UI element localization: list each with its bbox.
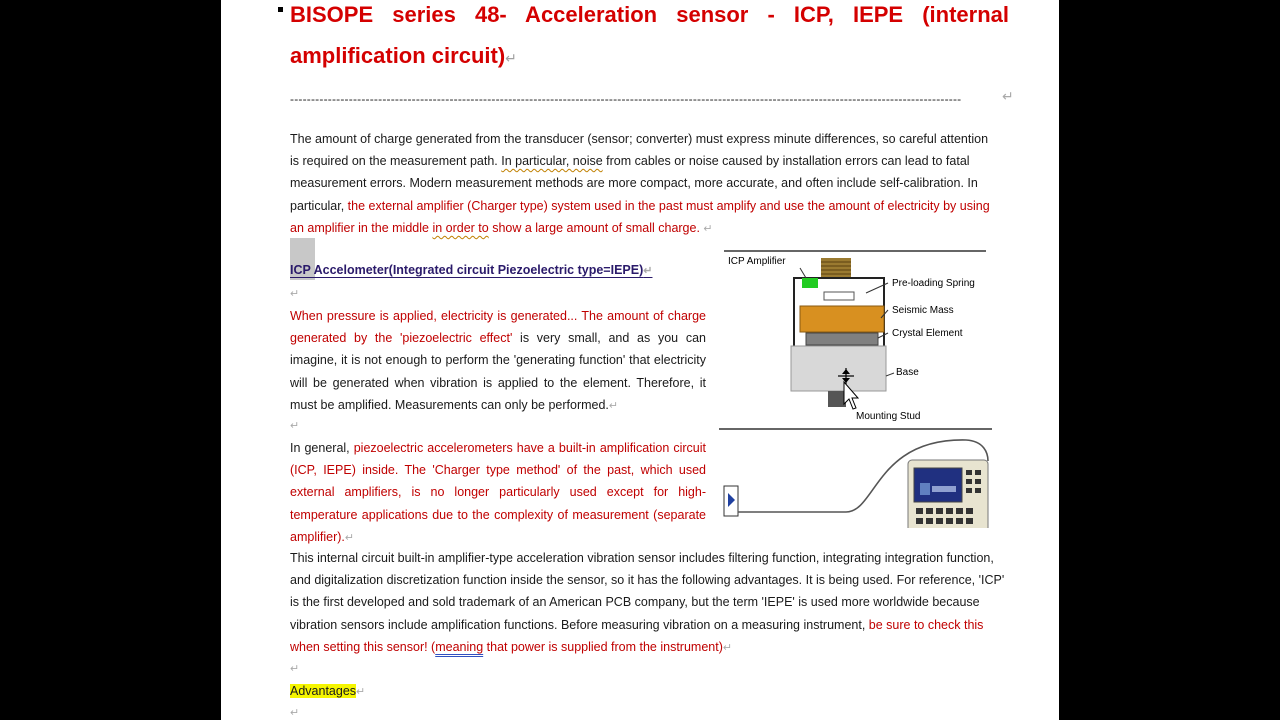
piezo-paragraph: When pressure is applied, electricity is generated... The amount of charge generated by the 'piezoelectric effect' is very small, and as you can imagine, it is not enough to perform the 'generating function' that electricity will be generated when vibration is applied to the element. Therefore, it must be amplified. Measurements can only be performed.↵ — [290, 309, 706, 412]
paragraph-mark: ↵ — [290, 663, 300, 675]
label-crystal-element: Crystal Element — [892, 328, 963, 339]
icp-amplifier-block — [802, 278, 818, 288]
label-seismic-mass: Seismic Mass — [892, 305, 954, 316]
paragraph-mark: ↵ — [290, 420, 300, 432]
paragraph-mark: ↵ — [290, 707, 300, 719]
preloading-spring — [824, 292, 854, 300]
document-page — [221, 0, 1059, 720]
section-heading: ICP Accelometer(Integrated circuit Piezoelectric type=IEPE)↵ — [290, 263, 653, 277]
title-bullet — [278, 7, 283, 12]
crystal-element — [806, 333, 878, 345]
label-preloading-spring: Pre-loading Spring — [892, 278, 975, 289]
paragraph-mark: ↵ — [290, 288, 300, 300]
separator-line: ---------------------------------------------------------------------------------------------------------------------------------------------------------------- — [290, 92, 962, 106]
label-icp-amplifier: ICP Amplifier — [728, 256, 786, 267]
document-title: BISOPE series 48- Acceleration sensor - ICP, IEPE (internal amplification circuit)↵ — [290, 2, 1009, 68]
intro-paragraph: The amount of charge generated from the transducer (sensor; converter) must express minute differences, so careful attention is required on the measurement path. In particular, noise from cables or noise caused by installation errors can lead to fatal measurement errors. Modern measurement methods are more compact, more accurate, and often include self-calibration. In particular, the external amplifier (Charger type) system used in the past must amplify and use the amount of electricity by using an amplifier in the middle in order to show a large amount of small charge. ↵ — [290, 132, 990, 235]
accelerometer-figure — [716, 248, 1006, 528]
connector-top — [821, 258, 851, 280]
mounting-stud — [828, 391, 846, 407]
base — [791, 346, 886, 391]
advantages-heading: Advantages↵ — [290, 684, 366, 698]
paragraph-mark: ↵ — [1002, 88, 1014, 104]
builtin-paragraph: In general, piezoelectric accelerometers have a built-in amplification circuit (ICP, IEPE) inside. The 'Charger type method' of the past, which used external amplifiers, is no longer particularly used except for high-temperature applications due to the complexity of measurement (separate amplifier).↵ — [290, 441, 706, 544]
label-mounting-stud: Mounting Stud — [856, 411, 921, 422]
advantages-intro-paragraph: This internal circuit built-in amplifier-type acceleration vibration sensor includes filtering function, integrating integration function, and digitalization discretization function inside the sensor, so it has the following advantages. It is being used. For reference, 'ICP' is the first developed and sold trademark of an American PCB company, but the term 'IEPE' is used more worldwide because vibration sensors include amplification functions. Before measuring vibration on a measuring instrument, be sure to check this when setting this sensor! (meaning that power is supplied from the instrument)↵ — [290, 551, 1005, 654]
label-base: Base — [896, 367, 919, 378]
seismic-mass — [800, 306, 884, 332]
